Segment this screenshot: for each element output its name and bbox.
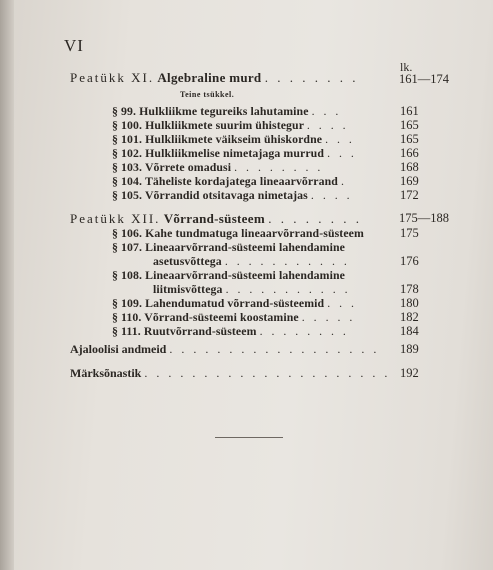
leader-dots: . . . . [310, 188, 353, 202]
section-page: 165 [400, 118, 419, 132]
section-title: Hulkliikmete väikseim ühiskordne [145, 132, 323, 146]
section-page: 180 [400, 296, 419, 310]
leader-dots: . . . . . . . . . . . [224, 254, 350, 268]
section-title-continued: liitmisvõttega [153, 282, 223, 296]
section-number: § 102. [112, 146, 143, 160]
leader-dots: . . . [327, 296, 357, 310]
section-page: 175 [400, 226, 419, 240]
entry-title: Märksõnastik [70, 366, 142, 380]
section-title: Võrrandid otsitavaga nimetajas [144, 188, 308, 202]
section-page: 169 [400, 174, 419, 188]
leader-dots: . . . [327, 146, 357, 160]
leader-dots: . . . . . . . . [234, 160, 324, 174]
section-number: § 103. [112, 160, 143, 174]
section-title-continued: asetusvõttega [153, 254, 222, 268]
section-title: Hulkliikmete suurim ühistegur [145, 118, 304, 132]
section-number: § 109. [112, 296, 143, 310]
section-number: § 99. [112, 104, 137, 118]
leader-dots: . . . . [306, 118, 349, 132]
leader-dots: . . . . . . . . [259, 324, 349, 338]
section-number: § 105. [112, 188, 143, 202]
section-title: Ruutvõrrand-süsteem [143, 324, 257, 338]
chapter-title: Algebraline murd [157, 70, 262, 85]
entry-title: Ajaloolisi andmeid [70, 342, 167, 356]
toc-entry-index [70, 366, 390, 381]
section-number: § 101. [112, 132, 143, 146]
toc-entry [112, 268, 345, 283]
toc-entry [112, 174, 347, 189]
section-number: § 107. [112, 240, 143, 254]
section-title: Võrrete omadusi [144, 160, 232, 174]
chapter-pages: 161—174 [399, 72, 449, 86]
chapter-xi-line [70, 70, 358, 86]
entry-page: 189 [400, 342, 419, 356]
section-number: § 106. [112, 226, 143, 240]
leader-dots: . . . . . . . . [268, 211, 362, 226]
toc-entry-continuation [153, 282, 351, 297]
section-page: 178 [400, 282, 419, 296]
toc-entry [112, 146, 357, 161]
section-title: Täheliste kordajatega lineaarvõrrand [144, 174, 338, 188]
toc-entry [112, 188, 353, 203]
section-page: 176 [400, 254, 419, 268]
toc-entry [112, 310, 355, 325]
leader-dots: . . . . . [301, 310, 356, 324]
section-title: Lineaarvõrrand-süsteemi lahendamine [145, 268, 345, 282]
section-page: 182 [400, 310, 419, 324]
leader-dots: . . . . . . . . [264, 70, 359, 85]
section-title: Hulkliikme tegureiks lahutamine [139, 104, 309, 118]
section-number: § 111. [112, 324, 141, 338]
section-page: 184 [400, 324, 419, 338]
page-label: VI [64, 36, 84, 55]
chapter-pages: 175—188 [399, 211, 449, 225]
section-number: § 108. [112, 268, 143, 282]
section-page: 166 [400, 146, 419, 160]
toc-entry-continuation [153, 254, 350, 269]
section-title: Lahendumatud võrrand-süsteemid [145, 296, 325, 310]
leader-dots: . . . . . . . . . . . . . . . . . . . . . [144, 366, 391, 380]
toc-entry [112, 104, 341, 119]
toc-entry [112, 240, 345, 255]
chapter-label: Peatükk XI. [70, 70, 155, 85]
leader-dots: . . . [325, 132, 355, 146]
closing-rule [215, 437, 283, 438]
column-header: lk. [400, 60, 413, 74]
toc-entry [112, 226, 364, 241]
section-page: 165 [400, 132, 419, 146]
chapter-xii-line [70, 211, 362, 227]
leader-dots: . . . . . . . . . . . [225, 282, 351, 296]
entry-page: 192 [400, 366, 419, 380]
toc-entry [112, 160, 323, 175]
section-title: Kahe tundmatuga lineaarvõrrand-süsteem [145, 226, 364, 240]
leader-dots: . . . [311, 104, 342, 118]
section-number: § 104. [112, 174, 143, 188]
chapter-title: Võrrand-süsteem [163, 211, 265, 226]
section-number: § 110. [112, 310, 142, 324]
section-number: § 100. [112, 118, 143, 132]
toc-entry [112, 296, 357, 311]
chapter-subtitle: Teine tsükkel. [180, 90, 235, 99]
toc-entry [112, 324, 349, 339]
section-page: 172 [400, 188, 419, 202]
section-title: Võrrand-süsteemi koostamine [144, 310, 299, 324]
toc-entry-history [70, 342, 379, 357]
section-page: 168 [400, 160, 419, 174]
section-title: Hulkliikmelise nimetajaga murrud [145, 146, 325, 160]
chapter-label: Peatükk XII. [70, 211, 161, 226]
section-page: 161 [400, 104, 419, 118]
leader-dots: . . . . . . . . . . . . . . . . . . [169, 342, 380, 356]
section-title: Lineaarvõrrand-süsteemi lahendamine [145, 240, 345, 254]
toc-entry [112, 118, 349, 133]
page-spine-shadow [0, 0, 14, 570]
toc-entry [112, 132, 355, 147]
leader-dots: . [341, 174, 347, 188]
